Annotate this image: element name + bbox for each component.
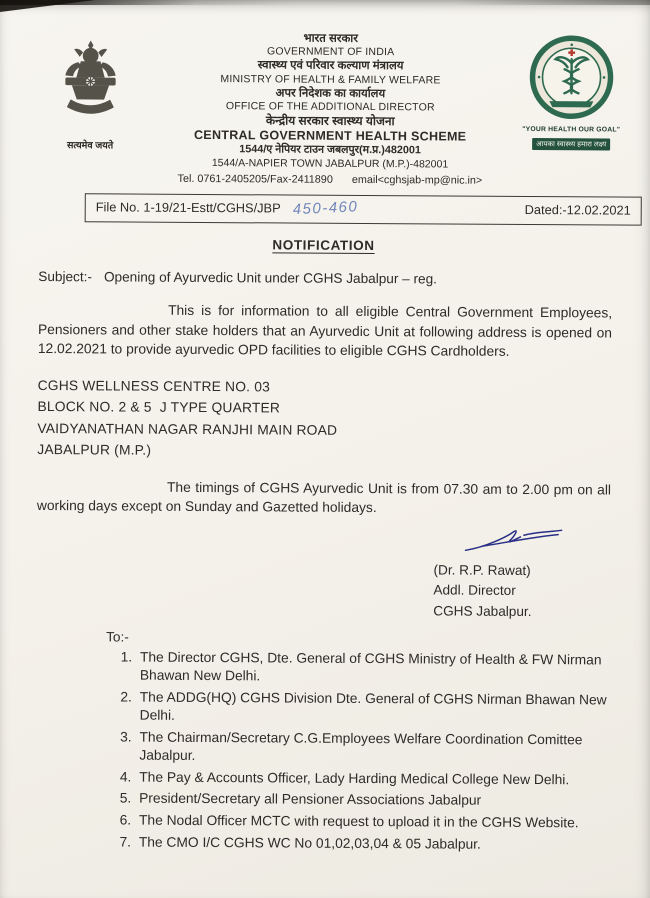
file-number: File No. 1-19/21-Estt/CGHS/JBP xyxy=(95,199,281,216)
ashoka-emblem-icon xyxy=(55,38,126,132)
cghs-logo-icon xyxy=(529,35,614,120)
signatory-office: CGHS Jabalpur. xyxy=(433,603,532,619)
subject-text: Opening of Ayurvedic Unit under CGHS Jabalpur – reg. xyxy=(103,269,437,287)
telephone-fax: Tel. 0761-2405205/Fax-2411890 xyxy=(177,172,333,186)
body-paragraph-1: This is for information to all eligible Central Government Employees, Pensioners and other stake holders that an Ayurvedic Unit at following address is opened on 12.02.2021 to provide ayurvedic OPD facilities to eligible CGHS Cardholders. xyxy=(37,302,613,359)
scheme-name-english: CENTRAL GOVERNMENT HEALTH SCHEME xyxy=(193,127,467,144)
signature-scribble-icon xyxy=(448,524,578,561)
distribution-item-4: 4. The Pay & Accounts Officer, Lady Harding Medical College New Delhi. xyxy=(135,768,613,789)
distribution-item-6: 6. The Nodal Officer MCTC with request to upload it in the CGHS Website. xyxy=(135,812,613,833)
govt-name-hindi: भारत सरकार xyxy=(303,32,359,45)
distribution-item-2: 2. The ADDG(HQ) CGHS Division Dte. General of CGHS Nirman Bhawan New Delhi. xyxy=(136,689,614,728)
office-name-hindi: अपर निदेशक का कार्यालय xyxy=(275,86,386,100)
contact-line xyxy=(149,172,511,188)
logo-motto-english: "YOUR HEALTH OUR GOAL" xyxy=(522,125,621,134)
email-address: email<cghsjab-mp@nic.in> xyxy=(351,173,483,187)
signature-block xyxy=(433,524,609,622)
subject-line xyxy=(38,269,618,288)
office-address-english: 1544/A-NAPIER TOWN JABALPUR (M.P.)-482001 xyxy=(211,156,449,171)
emblem-motto: सत्यमेव जयते xyxy=(66,140,114,152)
address-line-1: CGHS WELLNESS CENTRE NO. 03 xyxy=(37,377,271,395)
distribution-item-1: 1. The Director CGHS, Dte. General of CGHS Ministry of Health & FW Nirman Bhawan New Delhi. xyxy=(136,649,614,688)
distribution-item-3: 3. The Chairman/Secretary C.G.Employees Welfare Coordination Comittee Jabalpur. xyxy=(135,728,613,767)
handwritten-dispatch-number: 450-460 xyxy=(292,198,359,219)
letter-date: Dated:-12.02.2021 xyxy=(524,201,631,218)
ministry-name-hindi: स्वास्थ्य एवं परिवार कल्याण मंत्रालय xyxy=(257,59,404,73)
letterhead-center xyxy=(149,29,512,188)
distribution-label: To:- xyxy=(106,629,129,645)
office-address-hindi: 1544/ए नेपियर टाउन जबलपुर(म.प्र.)482001 xyxy=(239,143,421,157)
scheme-name-hindi: केन्द्रीय सरकार स्वास्थ्य योजना xyxy=(265,113,395,128)
distribution-item-7: 7. The CMO I/C CGHS WC No 01,02,03,04 & 05 Jabalpur. xyxy=(135,833,613,854)
distribution-list xyxy=(113,649,614,855)
address-line-2: BLOCK NO. 2 & 5 J TYPE QUARTER xyxy=(37,399,281,416)
letterhead xyxy=(0,28,650,189)
address-line-3: VAIDYANATHAN NAGAR RANJHI MAIN ROAD xyxy=(37,420,338,438)
govt-name-english: GOVERNMENT OF INDIA xyxy=(266,45,395,59)
distribution-item-5: 5. President/Secretary all Pensioner Associations Jabalpur xyxy=(135,790,613,811)
body-paragraph-2: The timings of CGHS Ayurvedic Unit is from 07.30 am to 2.00 pm on all working days except on Sunday and Gazetted holidays. xyxy=(36,479,612,516)
cghs-logo xyxy=(511,31,632,152)
office-name-english: OFFICE OF THE ADDITIONAL DIRECTOR xyxy=(225,99,435,114)
signatory-name: (Dr. R.P. Rawat) xyxy=(433,562,531,578)
subject-label: Subject:- xyxy=(38,268,93,285)
national-emblem xyxy=(31,28,150,152)
file-number-box xyxy=(85,193,642,225)
notification-title: NOTIFICATION xyxy=(272,237,375,253)
ministry-name-english: MINISTRY OF HEALTH & FAMILY WELFARE xyxy=(220,72,441,86)
signatory-designation: Addl. Director xyxy=(433,582,516,599)
address-line-4: JABALPUR (M.P.) xyxy=(37,442,152,458)
wellness-centre-address xyxy=(37,375,648,465)
logo-motto-hindi: आपका स्वास्थ्य हमारा लक्ष्य xyxy=(532,138,610,150)
